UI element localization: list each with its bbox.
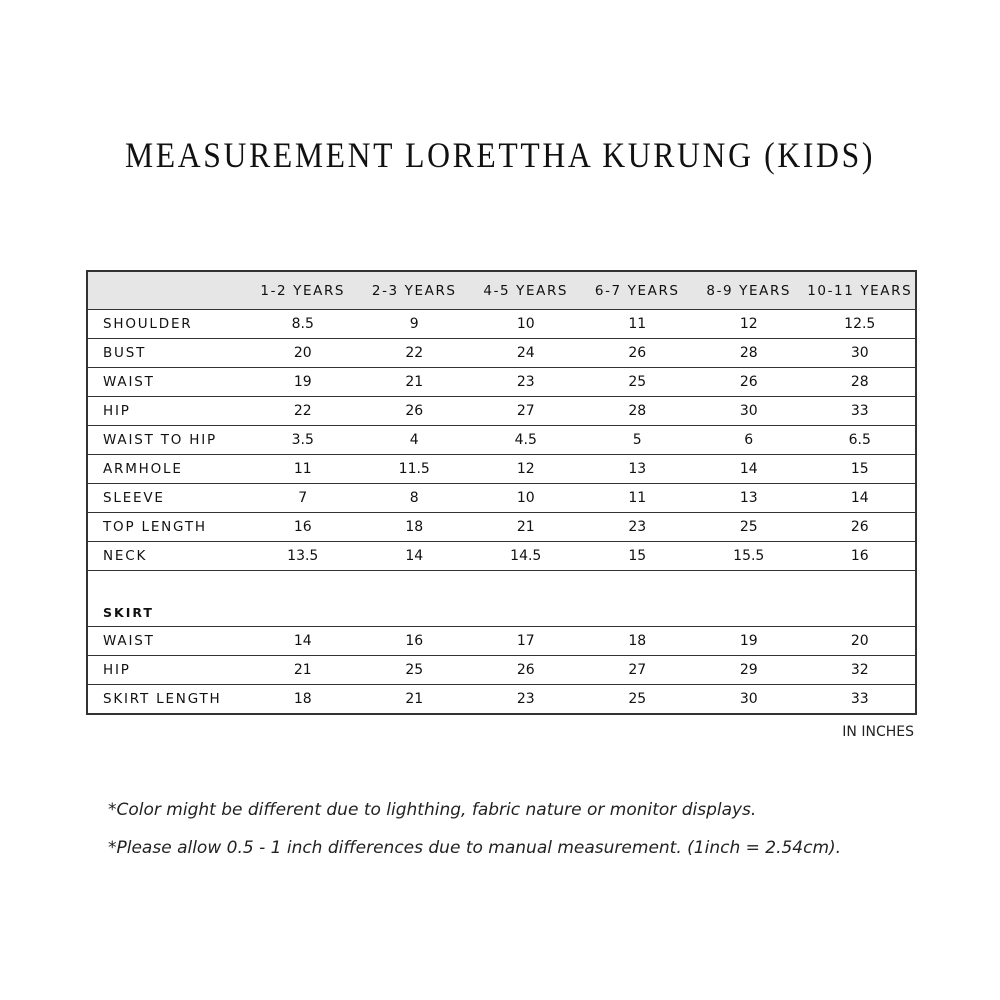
header-cell-size: 2-3 YEARS	[359, 271, 471, 310]
measurement-value: 33	[850, 691, 869, 707]
measurement-value: 4	[359, 426, 471, 455]
measurement-value: 26	[693, 368, 805, 397]
page-title: MEASUREMENT LORETTHA KURUNG (KIDS)	[124, 135, 876, 175]
row-label: HIP	[87, 397, 247, 426]
measurement-value: 14	[805, 484, 917, 513]
measurement-value: 3.5	[247, 426, 359, 455]
measurement-value: 25	[693, 513, 805, 542]
table-row	[87, 339, 916, 368]
header-row	[87, 271, 916, 310]
table-row	[87, 685, 916, 715]
measurement-value: 27	[582, 656, 694, 685]
row-label: WAIST TO HIP	[87, 426, 247, 455]
row-label: ARMHOLE	[87, 455, 247, 484]
measurement-value: 13.5	[247, 542, 359, 571]
measurement-value: 14	[359, 542, 471, 571]
measurement-value: 18	[293, 691, 312, 707]
table-row	[87, 542, 916, 571]
measurement-value: 24	[470, 339, 582, 368]
measurement-value: 28	[582, 397, 694, 426]
measurement-value: 19	[693, 627, 805, 656]
measurement-value: 4.5	[470, 426, 582, 455]
measurement-value: 18	[359, 513, 471, 542]
size-chart-table	[86, 270, 917, 715]
measurement-value: 16	[805, 542, 917, 571]
measurement-value: 12	[693, 310, 805, 339]
measurement-value: 11	[247, 455, 359, 484]
measurement-value: 19	[247, 368, 359, 397]
measurement-value: 15	[582, 542, 694, 571]
measurement-value: 14.5	[470, 542, 582, 571]
measurement-value: 14	[247, 627, 359, 656]
row-label: TOP LENGTH	[87, 513, 247, 542]
measurement-value: 28	[693, 339, 805, 368]
measurement-value: 33	[805, 397, 917, 426]
measurement-value: 13	[693, 484, 805, 513]
measurement-value: 5	[582, 426, 694, 455]
unit-label: IN INCHES	[842, 724, 914, 740]
measurement-value: 26	[805, 513, 917, 542]
measurement-value: 12.5	[805, 310, 917, 339]
section-heading: SKIRT	[87, 599, 916, 627]
measurement-value: 21	[247, 656, 359, 685]
measurement-value: 26	[582, 339, 694, 368]
measurement-value: 16	[359, 627, 471, 656]
measurement-value: 28	[805, 368, 917, 397]
measurement-value: 16	[247, 513, 359, 542]
measurement-value: 21	[470, 513, 582, 542]
measurement-value: 12	[470, 455, 582, 484]
table-row	[87, 484, 916, 513]
table-row	[87, 656, 916, 685]
table-row	[87, 455, 916, 484]
measurement-value: 11	[582, 310, 694, 339]
measurement-value: 20	[247, 339, 359, 368]
measurement-value: 8.5	[247, 310, 359, 339]
header-cell-size: 8-9 YEARS	[693, 271, 805, 310]
table-row	[87, 310, 916, 339]
measurement-value: 18	[582, 627, 694, 656]
row-label: WAIST	[87, 627, 247, 656]
measurement-value: 23	[470, 368, 582, 397]
measurement-value: 10	[470, 484, 582, 513]
row-label: SLEEVE	[87, 484, 247, 513]
section-row-skirt	[87, 599, 916, 627]
measurement-value: 23	[582, 513, 694, 542]
table-row	[87, 627, 916, 656]
header-cell-size: 10-11 YEARS	[805, 271, 917, 310]
measurement-value: 30	[805, 339, 917, 368]
spacer-cell	[87, 571, 916, 600]
measurement-value: 26	[470, 656, 582, 685]
measurement-value: 15.5	[693, 542, 805, 571]
measurement-value: 22	[247, 397, 359, 426]
row-label: HIP	[87, 656, 247, 685]
measurement-value: 20	[805, 627, 917, 656]
row-label: BUST	[87, 339, 247, 368]
measurement-value: 25	[628, 691, 647, 707]
header-cell-size: 6-7 YEARS	[582, 271, 694, 310]
measurement-value: 23	[516, 691, 535, 707]
measurement-value: 11.5	[359, 455, 471, 484]
measurement-value: 6.5	[805, 426, 917, 455]
table-row	[87, 426, 916, 455]
measurement-value: 32	[805, 656, 917, 685]
measurement-value: 9	[359, 310, 471, 339]
measurement-value: 14	[693, 455, 805, 484]
measurement-value: 17	[470, 627, 582, 656]
row-label: WAIST	[87, 368, 247, 397]
measurement-value: 13	[582, 455, 694, 484]
measurement-value: 29	[693, 656, 805, 685]
row-label: SKIRT LENGTH	[103, 691, 222, 707]
measurement-value: 8	[359, 484, 471, 513]
table-row	[87, 368, 916, 397]
measurement-value: 7	[247, 484, 359, 513]
header-cell-size: 1-2 YEARS	[247, 271, 359, 310]
measurement-value: 15	[805, 455, 917, 484]
spacer-row	[87, 571, 916, 600]
measurement-value: 27	[470, 397, 582, 426]
table-row	[87, 513, 916, 542]
measurement-value: 10	[470, 310, 582, 339]
table-body	[87, 310, 916, 715]
measurement-value: 6	[693, 426, 805, 455]
measurement-value: 26	[359, 397, 471, 426]
measurement-value: 21	[405, 691, 424, 707]
header-cell-empty	[87, 271, 247, 310]
note-measurement-tolerance: *Please allow 0.5 - 1 inch differences due to manual measurement. (1inch = 2.54cm).	[108, 838, 842, 858]
measurement-value: 25	[359, 656, 471, 685]
measurement-value: 22	[359, 339, 471, 368]
measurement-value: 30	[693, 397, 805, 426]
row-label: SHOULDER	[87, 310, 247, 339]
measurement-value: 21	[359, 368, 471, 397]
measurement-value: 11	[582, 484, 694, 513]
measurement-value: 30	[739, 691, 758, 707]
row-label: NECK	[87, 542, 247, 571]
table-row	[87, 397, 916, 426]
note-color-disclaimer: *Color might be different due to lighthing, fabric nature or monitor displays.	[108, 800, 757, 820]
measurement-value: 25	[582, 368, 694, 397]
header-cell-size: 4-5 YEARS	[470, 271, 582, 310]
